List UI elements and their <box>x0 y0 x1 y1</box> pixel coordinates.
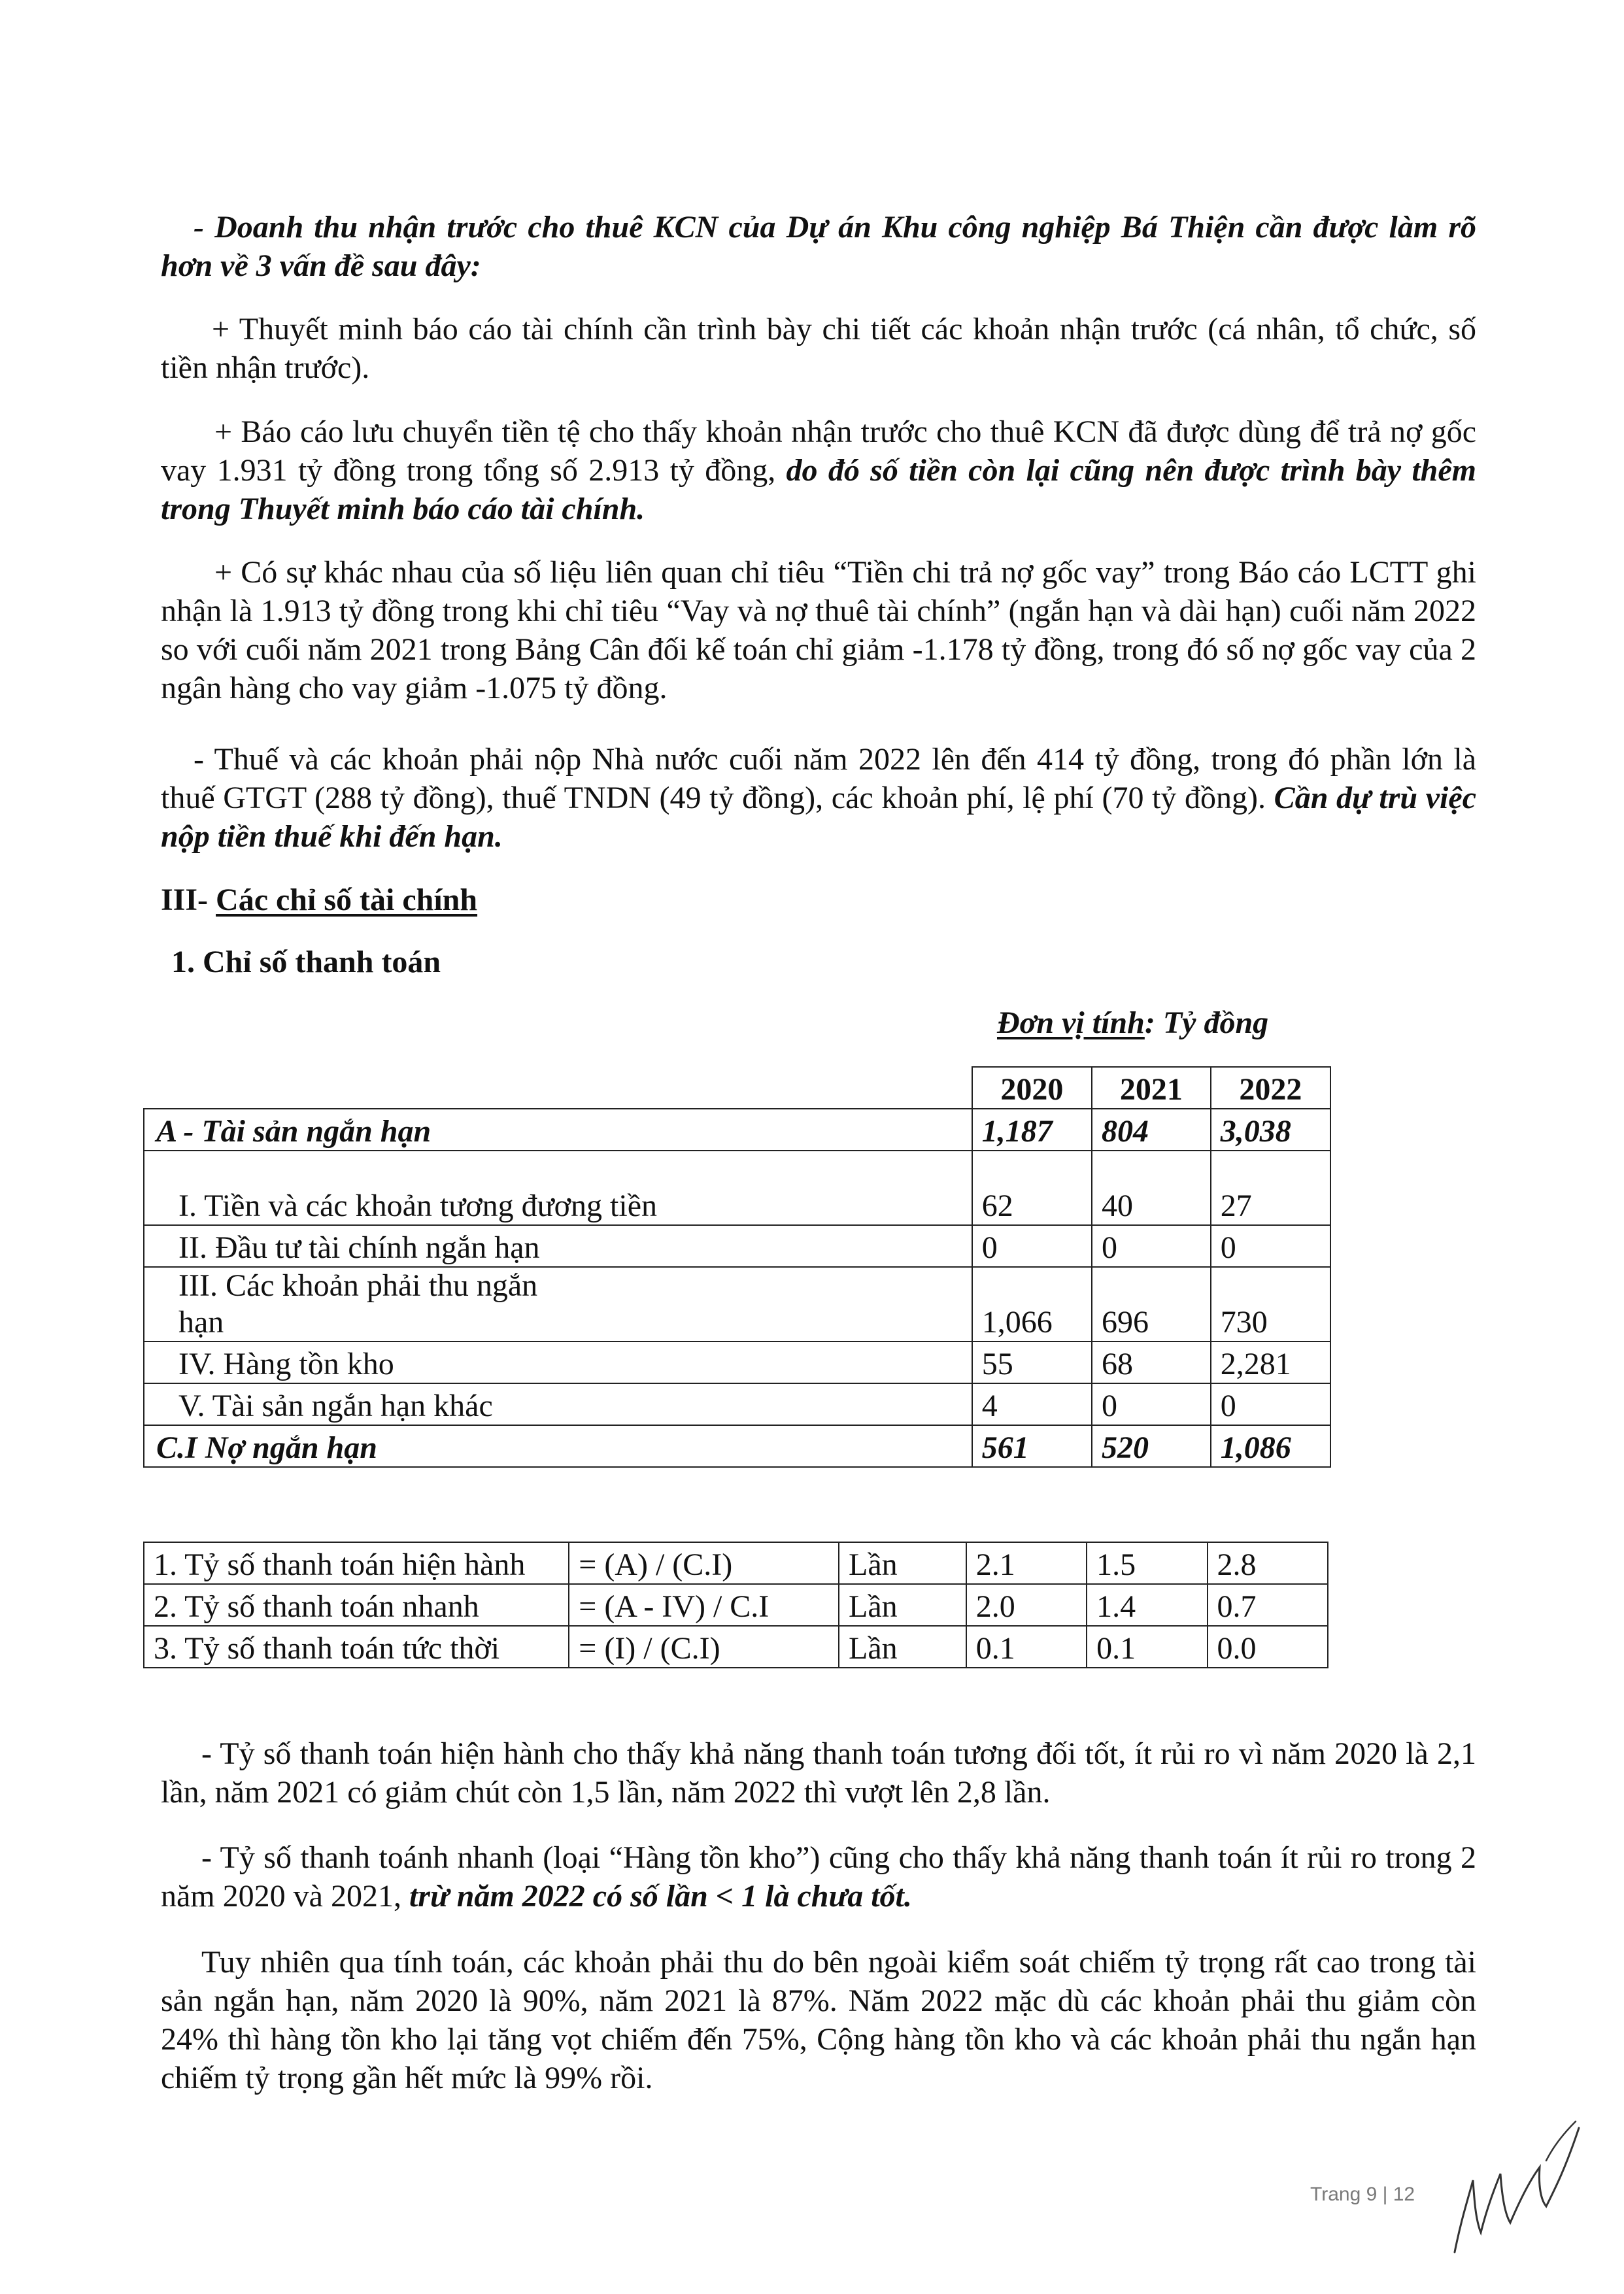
row-value: 55 <box>972 1341 1092 1383</box>
paragraph-quick-ratio <box>161 1838 1476 1915</box>
row-value: 730 <box>1211 1267 1330 1341</box>
table-row <box>144 1225 1330 1267</box>
section-prefix: III- <box>161 883 216 917</box>
paragraph-taxes <box>161 740 1476 856</box>
ratio-name: 3. Tỷ số thanh toán tức thời <box>144 1626 569 1668</box>
row-value: 68 <box>1092 1341 1211 1383</box>
year-header: 2020 <box>972 1067 1092 1109</box>
section-title: Các chỉ số tài chính <box>216 883 478 917</box>
table-row <box>144 1109 1330 1151</box>
row-value: 1,066 <box>972 1267 1092 1341</box>
ratio-value: 0.1 <box>966 1626 1087 1668</box>
paragraph-quick-ratio-emphasis: trừ năm 2022 có số lần < 1 là chưa tốt. <box>409 1879 912 1914</box>
ratio-value: 0.1 <box>1087 1626 1207 1668</box>
unit-label-key: Đơn vị tính <box>997 1005 1145 1040</box>
handwritten-initials <box>1448 2102 1592 2272</box>
ratio-unit: Lần <box>839 1542 966 1584</box>
row-value: 3,038 <box>1211 1109 1330 1151</box>
paragraph-cashflow-text: + Báo cáo lưu chuyển tiền tệ cho thấy khoản nhận trước cho thuê KCN đã được dùng để trả nợ gốc vay 1.931 tỷ đồng trong tổng số 2.913 tỷ đồng, <box>161 414 1476 488</box>
row-label: II. Đầu tư tài chính ngắn hạn <box>144 1225 972 1267</box>
row-value: 40 <box>1092 1151 1211 1225</box>
ratio-unit: Lần <box>839 1584 966 1626</box>
paragraph-revenue-advance: - Doanh thu nhận trước cho thuê KCN của Dự án Khu công nghiệp Bá Thiện cần được làm rõ hơn về 3 vấn đề sau đây: <box>161 210 1476 283</box>
ratio-formula: = (I) / (C.I) <box>569 1626 839 1668</box>
paragraph-notes-detail: + Thuyết minh báo cáo tài chính cần trình bày chi tiết các khoản nhận trước (cá nhân, tổ chức, số tiền nhận trước). <box>161 312 1476 385</box>
ratio-value: 2.8 <box>1208 1542 1328 1584</box>
table-row <box>144 1151 1330 1225</box>
table-header-blank <box>144 1067 972 1109</box>
paragraph-quick-ratio-text: - Tỷ số thanh toánh nhanh (loại “Hàng tồn kho”) cũng cho thấy khả năng thanh toán ít rủi ro trong 2 năm 2020 và 2021, <box>161 1840 1476 1914</box>
row-value: 0 <box>1211 1225 1330 1267</box>
row-label: V. Tài sản ngắn hạn khác <box>144 1383 972 1425</box>
ratio-value: 0.7 <box>1208 1584 1328 1626</box>
row-value: 4 <box>972 1383 1092 1425</box>
row-label: C.I Nợ ngắn hạn <box>144 1425 972 1467</box>
row-value: 2,281 <box>1211 1341 1330 1383</box>
table-row <box>144 1542 1328 1584</box>
row-value: 0 <box>1092 1225 1211 1267</box>
subsection-heading: 1. Chỉ số thanh toán <box>171 945 441 979</box>
row-value: 520 <box>1092 1425 1211 1467</box>
paragraph-taxes-text: - Thuế và các khoản phải nộp Nhà nước cuối năm 2022 lên đến 414 tỷ đồng, trong đó phần lớn là thuế GTGT (288 tỷ đồng), thuế TNDN (49 tỷ đồng), các khoản phí, lệ phí (70 tỷ đồng). <box>161 742 1476 815</box>
table-row <box>144 1425 1330 1467</box>
ratio-table <box>143 1542 1328 1668</box>
row-value: 1,187 <box>972 1109 1092 1151</box>
row-value: 0 <box>1092 1383 1211 1425</box>
ratio-value: 1.4 <box>1087 1584 1207 1626</box>
row-label: A - Tài sản ngắn hạn <box>144 1109 972 1151</box>
row-value: 696 <box>1092 1267 1211 1341</box>
ratio-name: 1. Tỷ số thanh toán hiện hành <box>144 1542 569 1584</box>
paragraph-taxes-emphasis: Cần dự trù việc nộp tiền thuế khi đến hạn. <box>161 781 1476 854</box>
row-value: 62 <box>972 1151 1092 1225</box>
row-value: 804 <box>1092 1109 1211 1151</box>
row-value: 561 <box>972 1425 1092 1467</box>
row-label: IV. Hàng tồn kho <box>144 1341 972 1383</box>
row-label-text: I. Tiền và các khoản tương đương tiền <box>178 1189 658 1223</box>
year-header: 2021 <box>1092 1067 1211 1109</box>
ratio-value: 1.5 <box>1087 1542 1207 1584</box>
paragraph-data-discrepancy: + Có sự khác nhau của số liệu liên quan chỉ tiêu “Tiền chi trả nợ gốc vay” trong Báo cáo LCTT ghi nhận là 1.913 tỷ đồng trong khi chỉ tiêu “Vay và nợ thuê tài chính” (ngắn hạn và dài hạn) cuối năm 2022 so với cuối năm 2021 trong Bảng Cân đối kế toán chỉ giảm -1.178 tỷ đồng, trong đó số nợ gốc vay của 2 ngân hàng cho vay giảm -1.075 tỷ đồng. <box>161 555 1476 705</box>
paragraph-receivables: Tuy nhiên qua tính toán, các khoản phải thu do bên ngoài kiểm soát chiếm tỷ trọng rất cao trong tài sản ngắn hạn, năm 2020 là 90%, năm 2021 là 87%. Năm 2022 mặc dù các khoản phải thu giảm còn 24% thì hàng tồn kho lại tăng vọt chiếm đến 75%, Cộng hàng tồn kho và các khoản phải thu ngắn hạn chiếm tỷ trọng gần hết mức là 99% rồi. <box>161 1945 1476 2095</box>
row-label <box>144 1151 972 1225</box>
paragraph-cashflow-emphasis: do đó số tiền còn lại cũng nên được trình bày thêm trong Thuyết minh báo cáo tài chính. <box>161 453 1477 526</box>
ratio-value: 2.1 <box>966 1542 1087 1584</box>
row-value: 1,086 <box>1211 1425 1330 1467</box>
table-row <box>144 1383 1330 1425</box>
row-label-text: III. Các khoản phải thu ngắn hạn <box>178 1268 538 1340</box>
paragraph-current-ratio: - Tỷ số thanh toán hiện hành cho thấy khả năng thanh toán tương đối tốt, ít rủi ro vì năm 2020 là 2,1 lần, năm 2021 có giảm chút còn 1,5 lần, năm 2022 thì vượt lên 2,8 lần. <box>161 1736 1476 1810</box>
page-number: Trang 9 | 12 <box>1310 2184 1415 2205</box>
row-value: 0 <box>1211 1383 1330 1425</box>
table-row <box>144 1267 1330 1341</box>
ratio-formula: = (A) / (C.I) <box>569 1542 839 1584</box>
row-value: 0 <box>972 1225 1092 1267</box>
table-row <box>144 1584 1328 1626</box>
paragraph-cashflow <box>161 413 1476 528</box>
year-header: 2022 <box>1211 1067 1330 1109</box>
row-value: 27 <box>1211 1151 1330 1225</box>
ratio-value: 0.0 <box>1208 1626 1328 1668</box>
current-assets-table <box>143 1066 1331 1468</box>
ratio-value: 2.0 <box>966 1584 1087 1626</box>
table-row <box>144 1341 1330 1383</box>
ratio-name: 2. Tỷ số thanh toán nhanh <box>144 1584 569 1626</box>
unit-label <box>997 1004 1268 1042</box>
ratio-unit: Lần <box>839 1626 966 1668</box>
ratio-formula: = (A - IV) / C.I <box>569 1584 839 1626</box>
unit-label-value: : Tỷ đồng <box>1144 1005 1269 1040</box>
row-label <box>144 1267 972 1341</box>
table-header-row <box>144 1067 1330 1109</box>
table-row <box>144 1626 1328 1668</box>
section-heading <box>161 881 477 919</box>
